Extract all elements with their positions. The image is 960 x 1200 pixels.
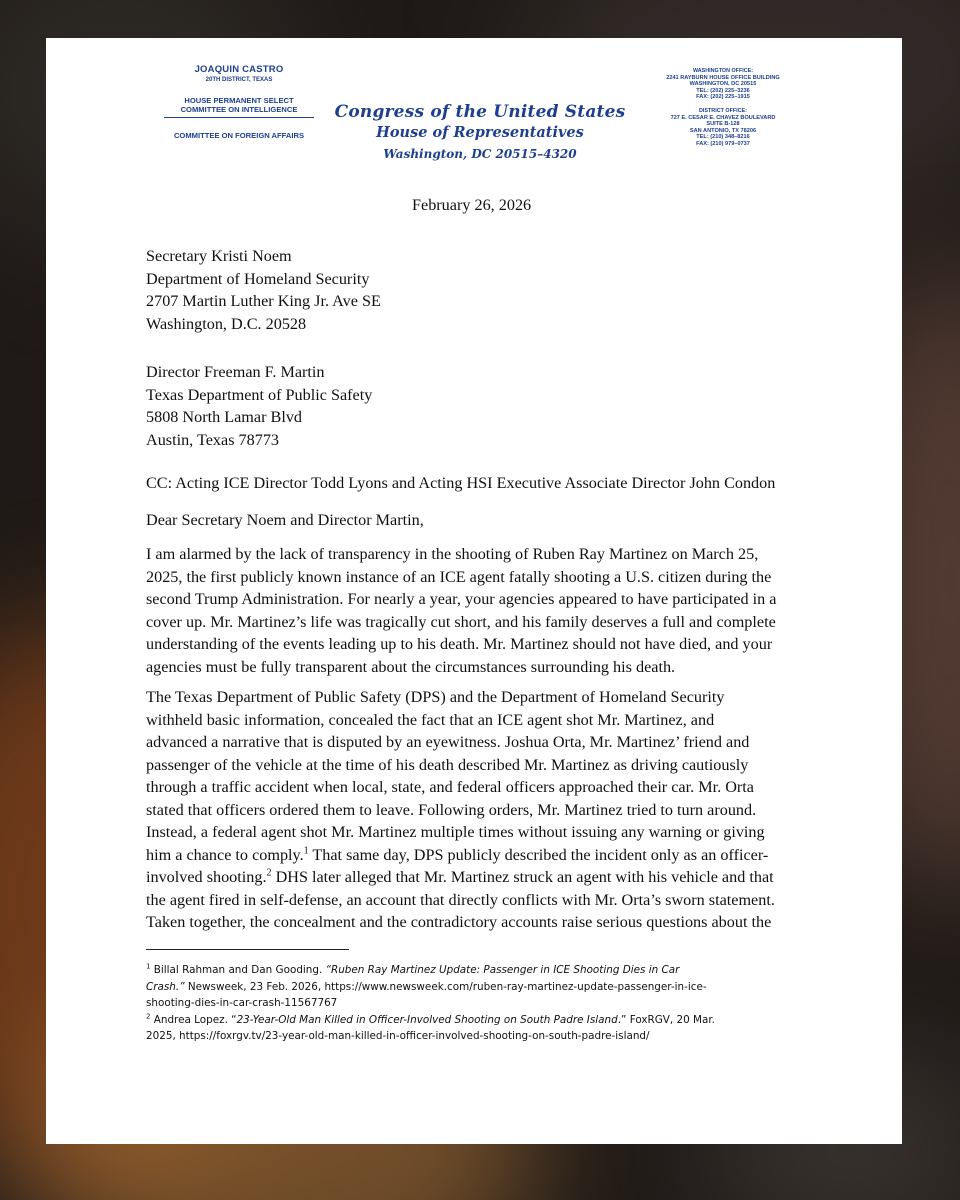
footnote-1: $^1$ Billal Rahman and Dan Gooding. “Ruben Ray Martinez Update: Passenger in ICE Shooting Dies in Car (146, 962, 680, 976)
congress-title: Congress of the United States (334, 102, 626, 122)
district-office-heading: DISTRICT OFFICE: (699, 107, 747, 114)
letterhead-offices: WASHINGTON OFFICE: 2241 RAYBURN HOUSE OFFICE BUILDING WASHINGTON, DC 20515 TEL: (202) 225–3236 FAX: (202) 225–1915 DISTRICT OFFICE: 727 E. CESAR E. CHAVEZ BOULEVARD SUITE B-128 SAN ANTONIO, TX 78206 TEL: (210) 348–8216 FAX: (210) 979–0737 (648, 68, 798, 148)
house-title: House of Representatives (376, 124, 584, 141)
letterhead-member-block (154, 64, 324, 140)
letter-date: February 26, 2026 (412, 196, 532, 214)
washington-office-heading: WASHINGTON OFFICE: (692, 68, 754, 74)
footnote-ref-2: 2 (266, 867, 272, 879)
recipient-address-1: Secretary Kristi Noem Department of Homeland Security 2707 Martin Luther King Jr. Ave SE Washington, D.C. 20528 (146, 247, 381, 333)
committee-intelligence: HOUSE PERMANENT SELECT COMMITTEE ON INTELLIGENCE (180, 96, 298, 114)
footnote-2: $^2$ Andrea Lopez. “23-Year-Old Man Killed in Officer-Involved Shooting on South Padre Island.” FoxRGV, 20 Mar. (146, 1012, 715, 1026)
committee-foreign-affairs: COMMITTEE ON FOREIGN AFFAIRS (173, 131, 305, 140)
footnote-ref-1: 1 (303, 845, 309, 857)
cc-line: CC: Acting ICE Director Todd Lyons and Acting HSI Executive Associate Director John Condon (146, 474, 776, 492)
paragraph-2: The Texas Department of Public Safety (DPS) and the Department of Homeland Security withheld basic information, concealed the fact that an ICE agent shot Mr. Martinez, and advanced a narrative that is disputed by an eyewitness. Joshua Orta, Mr. Martinez’ friend and passenger of the vehicle at the time of his death described Mr. Martinez as driving cautiously through a traffic accident when local, state, and federal officers approached their car. Mr. Orta stated that officers ordered them to leave. Following orders, Mr. Martinez tried to turn around. Instead, a federal agent shot Mr. Martinez multiple times without issuing any warning or giving him a chance to comply.$^1$ That same day, DPS publicly described the incident only as an officer- involved shooting.$^2$ DHS later alleged that Mr. Martinez struck an agent with his vehicle and that the agent fired in self-defense, an account that directly conflicts with Mr. Orta’s sworn statement. Taken together, the concealment and the contradictory accounts raise serious questions about the (146, 688, 775, 931)
member-district: 20TH DISTRICT, TEXAS (205, 77, 273, 83)
paragraph-1: I am alarmed by the lack of transparency in the shooting of Ruben Ray Martinez on March 25, 2025, the first publicly known instance of an ICE agent fatally shooting a U.S. citizen during the second Trump Administration. For nearly a year, your agencies appeared to have participated in a cover up. Mr. Martinez’s life was tragically cut short, and his family deserves a full and complete understanding of the events leading up to his death. Mr. Martinez should not have died, and your agencies must be fully transparent about the circumstances surrounding his death. (146, 545, 777, 676)
footnotes: $^1$ Billal Rahman and Dan Gooding. “Ruben Ray Martinez Update: Passenger in ICE Shooting Dies in Car Crash.” Newsweek, 23 Feb. 2026, https://www.newsweek.com/ruben-ray-martinez-update-passenger-in-ice- shooting-dies-in-car-crash-11567767 $^2$ Andrea Lopez. “23-Year-Old Man Killed in Officer-Involved Shooting on South Padre Island.” FoxRGV, 20 Mar. 2025, https://foxrgv.tv/23-year-old-man-killed-in-officer-involved-shooting-on-south-padre-island/ (146, 962, 806, 1045)
member-name: JOAQUIN CASTRO (194, 64, 284, 75)
salutation: Dear Secretary Noem and Director Martin, (146, 511, 424, 529)
footnote-separator (146, 949, 349, 950)
letter-page (46, 38, 902, 1144)
letterhead-divider (164, 117, 314, 118)
house-address: Washington, DC 20515–4320 (383, 147, 577, 161)
letterhead-seal-text (334, 102, 626, 161)
recipient-address-2: Director Freeman F. Martin Texas Department of Public Safety 5808 North Lamar Blvd Austin, Texas 78773 (146, 363, 373, 449)
